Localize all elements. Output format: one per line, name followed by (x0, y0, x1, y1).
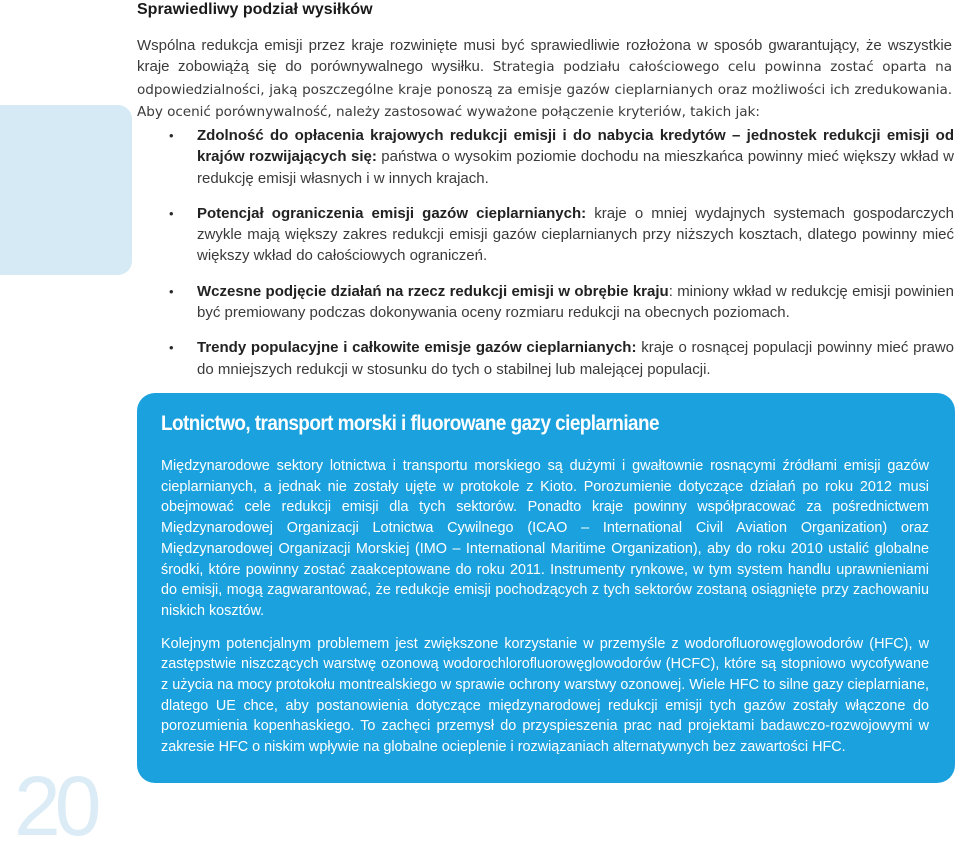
section-title: Sprawiedliwy podział wysiłków (137, 1, 373, 18)
side-tab-decoration (0, 105, 132, 275)
criterion-text: kraje o rosnącej populacji powinny mieć prawo do mniejszych redukcji w stosunku do tych o stabilnej lub malejącej populacji. (197, 339, 954, 378)
info-box-title: Lotnictwo, transport morski i fluorowane gazy cieplarniane (161, 412, 659, 435)
bullet-icon: • (169, 340, 174, 356)
intro-rest: Strategia podziału całościowego celu powinna zostać oparta na odpowiedzialności, jaką poszczególne kraje ponoszą za emisje gazów cieplarnianych oraz możliwości ich zredukowania. Aby ocenić porównywalność, należy zastosować wyważone połączenie kryteriów, takich jak: (137, 59, 952, 120)
intro-lead: Wspólna redukcja emisji przez kraje rozwinięte musi być sprawiedliwie rozłożona w sposób gwarantujący, że wszystkie kraje zobowiążą się do porównywalnego wysiłku. (137, 37, 952, 76)
info-box-paragraph: Kolejnym potencjalnym problemem jest zwiększone korzystanie w przemyśle z wodorofluorowęglowodorów (HFC), w zastępstwie niszczących warstwę ozonową wodorochlorofluorowęglowodorów (HCFC), które są stopniowo wycofywane z użycia na mocy protokołu montrealskiego w sprawie ochrony warstwy ozonowej. Wiele HFC to silne gazy cieplarniane, dlatego UE chce, aby postanowienia dotyczące międzynarodowej redukcji emisji tych gazów zostały włączone do porozumienia kopenhaskiego. To zachęci przemysł do przyspieszenia prac nad projektami badawczo-rozwojowymi w zakresie HFC o niskim wpływie na globalne ocieplenie i rozwiązaniach alternatywnych bez zawartości HFC. (161, 635, 929, 756)
bullet-icon: • (169, 205, 174, 221)
criterion-term: Trendy populacyjne i całkowite emisje gazów cieplarnianych: (197, 339, 637, 357)
page-number: 20 (14, 759, 96, 853)
criterion-text: państwa o wysokim poziomie dochodu na mieszkańca powinny mieć większy wkład w redukcję emisji własnych i w innych krajach. (197, 148, 954, 187)
criterion-term: Wczesne podjęcie działań na rzecz redukcji emisji w obrębie kraju (197, 282, 669, 300)
criterion-item (169, 281, 954, 324)
info-box-body (161, 456, 929, 770)
criterion-term: Potencjał ograniczenia emisji gazów cieplarnianych: (197, 204, 587, 222)
intro-paragraph (137, 35, 952, 123)
criterion-item (169, 337, 954, 380)
criterion-item (169, 125, 954, 189)
bullet-icon: • (169, 283, 174, 299)
info-box-paragraph: Międzynarodowe sektory lotnictwa i transportu morskiego są dużymi i gwałtownie rosnącymi źródłami emisji gazów cieplarnianych, a jednak nie zostały ujęte w protokole z Kioto. Porozumienie dotyczące działań po roku 2012 musi obejmować cele redukcji emisji dla tych sektorów. Ponadto kraje powinny współpracować za pośrednictwem Międzynarodowej Organizacji Lotnictwa Cywilnego (ICAO – International Civil Aviation Organization) oraz Międzynarodowej Organizacji Morskiej (IMO – International Maritime Organization), aby do roku 2010 ustalić globalne środki, które powinny zostać zaakceptowane do roku 2011. Instrumenty rynkowe, w tym system handlu uprawnieniami do emisji, mogą zagwarantować, że redukcje emisji pochodzących z tych sektorów zostaną osiągnięte przy zachowaniu niskich kosztów. (161, 458, 929, 619)
bullet-icon: • (169, 128, 174, 143)
criterion-text: : miniony wkład w redukcję emisji powinien być premiowany podczas dokonywania oceny rozmiaru redukcji na obecnych poziomach. (197, 282, 954, 322)
info-box (137, 393, 955, 783)
criterion-item (169, 203, 954, 267)
criterion-term: Zdolność do opłacenia krajowych redukcji emisji i do nabycia kredytów – jednostek redukcji emisji od krajów rozwijających się: (197, 127, 954, 166)
criteria-list (169, 125, 954, 394)
criterion-text: kraje o mniej wydajnych systemach gospodarczych zwykle mają większy zakres redukcji emisji gazów cieplarnianych przy niższych kosztach, dlatego powinny mieć większy wkład do całościowych ograniczeń. (197, 204, 954, 265)
